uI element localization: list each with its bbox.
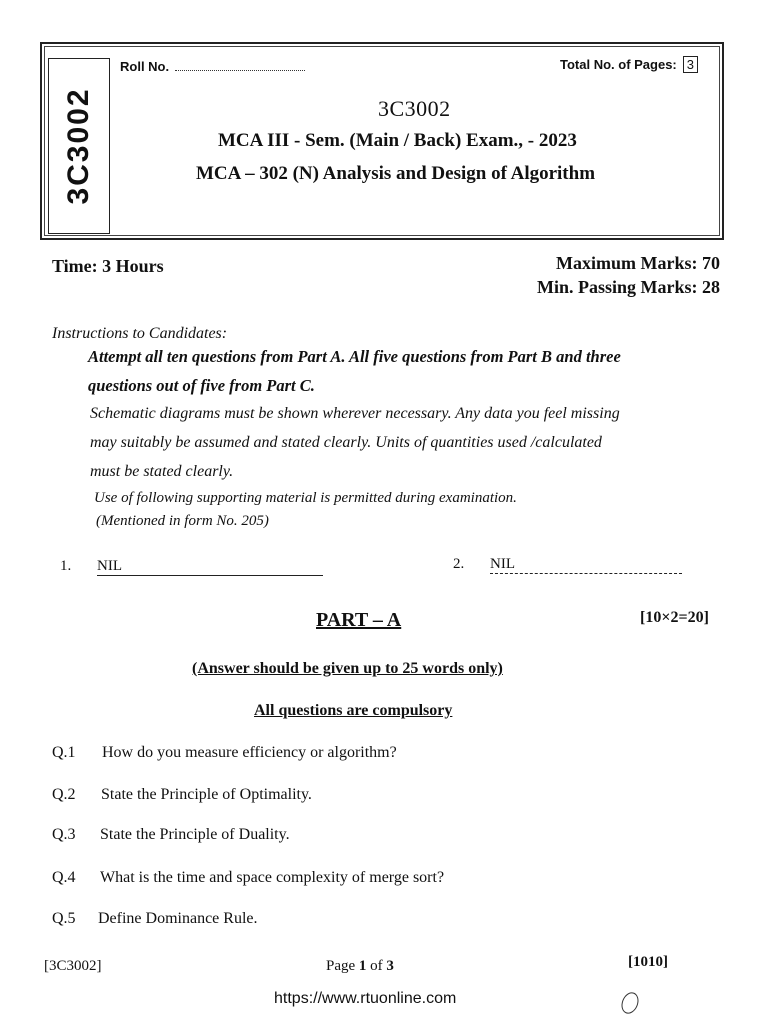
page-indicator (326, 958, 394, 975)
page-prefix: Page (326, 958, 359, 974)
question-text: What is the time and space complexity of merge sort? (100, 869, 445, 886)
material-value: NIL (97, 558, 122, 574)
exam-time: Time: 3 Hours (52, 256, 164, 276)
question-text: Define Dominance Rule. (98, 910, 258, 927)
instruction-line-3: Schematic diagrams must be shown wherever necessary. Any data you feel missing (90, 405, 620, 422)
roll-no-label: Roll No. (120, 59, 170, 74)
instruction-line-2: questions out of five from Part C. (88, 376, 315, 395)
subject-title: MCA – 302 (N) Analysis and Design of Algorithm (196, 163, 596, 184)
page-number: 1 (358, 958, 367, 974)
question-text: State the Principle of Optimality. (101, 786, 312, 803)
exam-title: MCA III - Sem. (Main / Back) Exam., - 2023 (218, 130, 577, 151)
roll-no (120, 58, 305, 74)
page-of: of (366, 958, 387, 974)
material-blank (97, 558, 323, 576)
paper-code: 3C3002 (378, 96, 451, 121)
instructions-heading: Instructions to Candidates: (52, 325, 228, 342)
side-paper-code (48, 58, 110, 234)
site-url[interactable]: https://www.rtuonline.com (274, 990, 457, 1007)
min-passing-marks: Min. Passing Marks: 28 (536, 277, 720, 297)
question-number: Q.4 (52, 869, 76, 886)
instruction-line-7: (Mentioned in form No. 205) (96, 513, 269, 529)
question-2 (52, 786, 312, 804)
material-blank (490, 556, 682, 574)
question-4 (52, 869, 445, 887)
question-number: Q.5 (52, 910, 76, 927)
total-pages-value: 3 (683, 56, 698, 73)
instruction-line-5: must be stated clearly. (90, 463, 234, 480)
instruction-line-6: Use of following supporting material is permitted during examination. (94, 490, 517, 506)
question-text: State the Principle of Duality. (100, 826, 290, 843)
question-text: How do you measure efficiency or algorithm? (102, 744, 397, 761)
page-total: 3 (386, 958, 394, 974)
question-number: Q.1 (52, 744, 76, 761)
question-number: Q.2 (52, 786, 76, 803)
question-3 (52, 826, 290, 844)
question-number: Q.3 (52, 826, 76, 843)
material-item-1 (60, 558, 323, 576)
total-pages-label: Total No. of Pages: (560, 57, 677, 72)
compulsory-note: All questions are compulsory (254, 702, 453, 719)
part-a-marks: [10×2=20] (640, 609, 709, 626)
material-num: 2. (453, 556, 465, 572)
material-item-2 (453, 556, 682, 574)
question-1 (52, 744, 397, 762)
material-num: 1. (60, 558, 72, 574)
instruction-line-1: Attempt all ten questions from Part A. All five questions from Part B and three (88, 347, 621, 366)
side-paper-code-text: 3C3002 (62, 87, 95, 205)
part-a-note: (Answer should be given up to 25 words only) (192, 660, 503, 677)
footer-ref: [1010] (628, 954, 668, 970)
instruction-line-4: may suitably be assumed and stated clearly. Units of quantities used /calculated (90, 434, 602, 451)
material-value: NIL (490, 556, 515, 572)
pen-mark (618, 990, 641, 1016)
total-pages (560, 56, 698, 73)
part-a-title: PART – A (316, 609, 402, 631)
roll-no-field[interactable] (175, 58, 305, 71)
footer-code: [3C3002] (44, 958, 102, 974)
question-5 (52, 910, 258, 928)
max-marks: Maximum Marks: 70 (556, 253, 720, 273)
